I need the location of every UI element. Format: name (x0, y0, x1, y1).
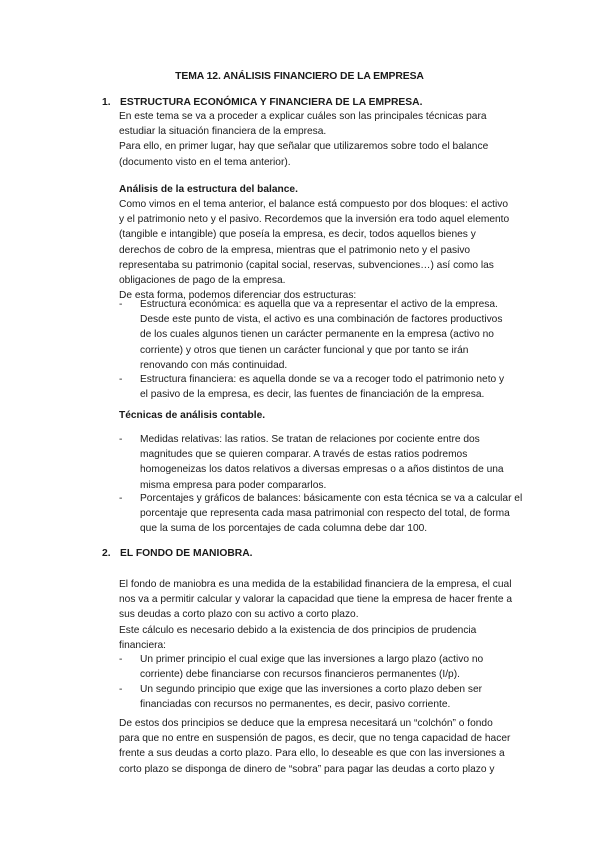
list-item-line: porcentaje que representa cada masa patrimonial con respecto del total, de forma (140, 508, 510, 520)
paragraph-line: sus deudas a corto plazo con su activo a corto plazo. (119, 609, 359, 621)
paragraph-line: derechos de cobro de la empresa, mientras que el patrimonio neto y el pasivo (119, 244, 471, 256)
section-2-body (119, 577, 519, 653)
list-item-line: renovando con más continuidad. (140, 359, 288, 371)
list-item-line: Porcentajes y gráficos de balances: básicamente con esta técnica se va a calcular el (140, 493, 523, 504)
bullet-dash: - (119, 493, 123, 504)
section-1-number: 1. (102, 97, 111, 108)
section-2-conclusion (119, 716, 519, 777)
bullet-dash: - (119, 374, 123, 385)
paragraph-line: Para ello, en primer lugar, hay que señalar que utilizaremos sobre todo el balance (119, 141, 489, 153)
list-item-line: que la suma de los porcentajes de cada columna debe dar 100. (140, 523, 428, 535)
section-1-intro (119, 109, 519, 170)
bullet-dash: - (119, 434, 123, 445)
paragraph-line: De esta forma, podemos diferenciar dos estructuras: (119, 290, 357, 302)
section-2-heading-text: EL FONDO DE MANIOBRA. (120, 548, 253, 559)
paragraph-line: frente a sus deudas a corto plazo. Para ello, lo deseable es que con las inversiones a (119, 748, 505, 760)
bullet-dash: - (119, 684, 123, 695)
list-item-line: financiadas con recursos no permanentes, es decir, pasivo corriente. (140, 699, 451, 711)
subheading-accounting-techniques: Técnicas de análisis contable. (119, 410, 266, 421)
list-item-line: el pasivo de la empresa, es decir, las fuentes de financiación de la empresa. (140, 389, 485, 401)
section-2-number: 2. (102, 548, 111, 559)
list-item-line: Desde este punto de vista, el activo es una combinación de factores productivos (140, 314, 503, 326)
paragraph-line: En este tema se va a proceder a explicar cuáles son las principales técnicas para (119, 111, 487, 122)
list-item-line: Medidas relativas: las ratios. Se tratan de relaciones por cociente entre dos (140, 434, 480, 445)
paragraph-line: para que no entre en suspensión de pagos, es decir, que no tenga capacidad de hacer (119, 733, 511, 745)
section-2-heading (102, 546, 253, 561)
list-item-line: corriente) debe financiarse con recursos financieros permanentes (I/p). (140, 669, 460, 681)
paragraph-line: corto plazo se disponga de dinero de “sobra” para pagar las deudas a corto plazo y (119, 763, 495, 775)
list-item-line: Un segundo principio que exige que las inversiones a corto plazo deben ser (140, 684, 483, 695)
paragraph-line: representaba su patrimonio (capital social, reservas, subvenciones…) así como las (119, 259, 494, 271)
paragraph-line: financiera: (119, 639, 167, 651)
section-1-heading (102, 95, 422, 110)
paragraph-line: (documento visto en el tema anterior). (119, 156, 291, 168)
list-item-line: Estructura económica: es aquella que va a representar el activo de la empresa. (140, 299, 498, 310)
paragraph-line: Como vimos en el tema anterior, el balance está compuesto por dos bloques: el activo (119, 199, 509, 210)
paragraph-line: y el patrimonio neto y el pasivo. Recordemos que la inversión era todo aquel elemento (119, 214, 510, 226)
list-item-line: magnitudes que se quieren comparar. A través de estas ratios podremos (140, 449, 468, 461)
bullet-dash: - (119, 299, 123, 310)
section-1-heading-text: ESTRUCTURA ECONÓMICA Y FINANCIERA DE LA EMPRESA. (120, 97, 423, 108)
paragraph-line: De estos dos principios se deduce que la empresa necesitará un “colchón” o fondo (119, 718, 493, 729)
paragraph-line: (tangible e intangible) que poseía la empresa, es decir, todos aquellos bienes y (119, 229, 476, 241)
paragraph-line: Este cálculo es necesario debido a la existencia de dos principios de prudencia (119, 624, 477, 636)
document-title: TEMA 12. ANÁLISIS FINANCIERO DE LA EMPRESA (175, 71, 424, 82)
list-item-line: Un primer principio el cual exige que las inversiones a largo plazo (activo no (140, 654, 484, 665)
list-item-line: de los cuales algunos tienen un carácter permanente en la empresa (activo no (140, 329, 494, 341)
list-item-line: corriente) y otros que tienen un carácter funcional y que por tanto se irán (140, 344, 469, 356)
list-item-line: homogeneizas los datos relativos a diversas empresas o a años distintos de una (140, 464, 504, 476)
paragraph-line: El fondo de maniobra es una medida de la estabilidad financiera de la empresa, el cual (119, 579, 512, 590)
subheading-balance-analysis: Análisis de la estructura del balance. (119, 184, 298, 195)
section-1-body (119, 197, 519, 303)
paragraph-line: obligaciones de pago de la empresa. (119, 275, 286, 287)
paragraph-line: nos va a permitir calcular y valorar la capacidad que tiene la empresa de hacer frente a (119, 594, 512, 606)
paragraph-line: estudiar la situación financiera de la empresa. (119, 126, 327, 138)
list-item-line: Estructura financiera: es aquella donde se va a recoger todo el patrimonio neto y (140, 374, 505, 385)
bullet-dash: - (119, 654, 123, 665)
list-item-line: misma empresa para poder compararlos. (140, 479, 327, 491)
